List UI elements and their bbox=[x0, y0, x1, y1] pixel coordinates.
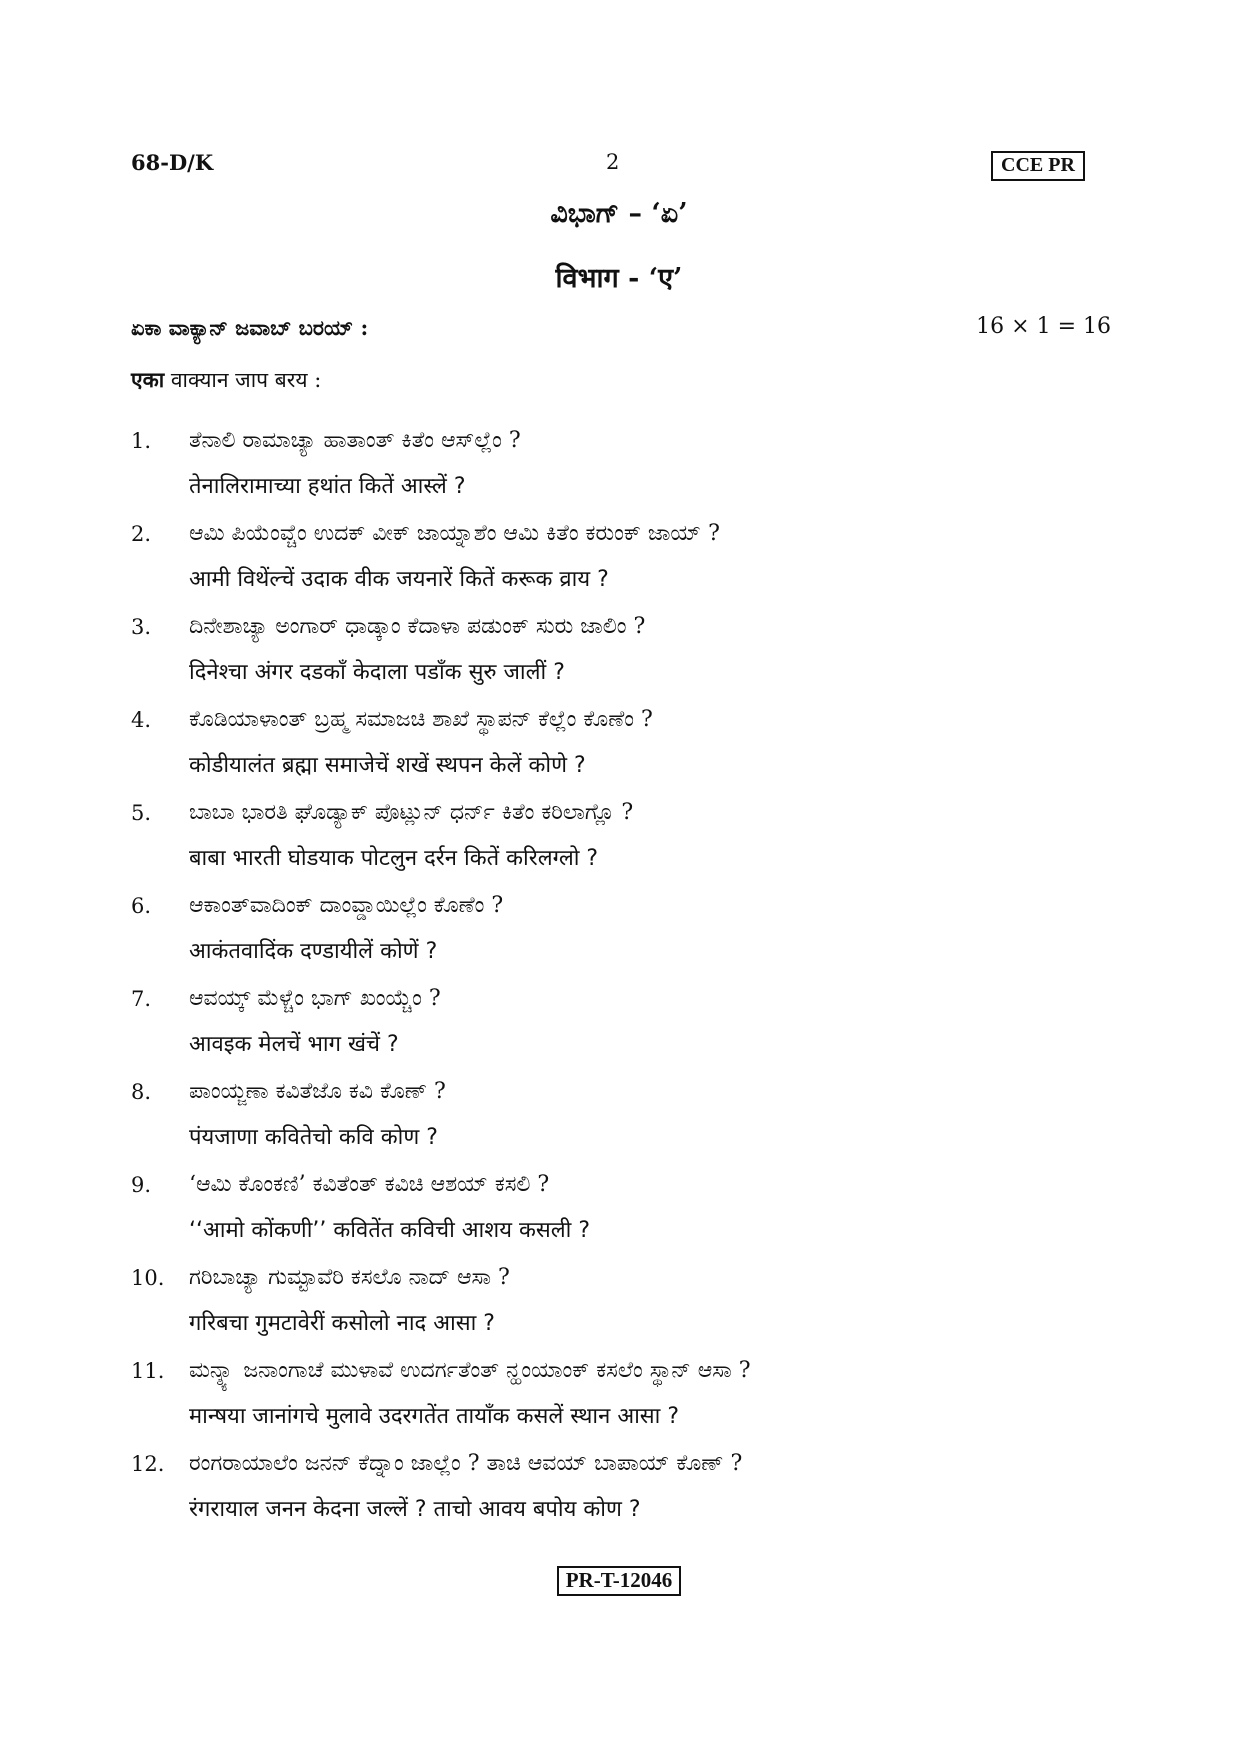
question-text-kannada: ಮನ್ಶ್ಯಾ ಜನಾಂಗಾಚೆ ಮುಳಾವೆ ಉದರ್ಗತೆಂತ್ ನ್ಹಂಯಾಂಕ್ ಕಸಲೆಂ ಸ್ಥಾನ್ ಆಸಾ ? bbox=[189, 1358, 751, 1383]
question-number: 2. bbox=[131, 522, 152, 546]
section-title-devanagari: विभाग - ‘ए’ bbox=[555, 263, 683, 294]
question-text-kannada: ಆಕಾಂತ್‌ವಾದಿಂಕ್ ದಾಂವ್ಡಾಯಿಲ್ಲೆಂ ಕೊಣೆಂ ? bbox=[189, 893, 504, 918]
question-number: 1. bbox=[131, 429, 152, 453]
question-text-devanagari: गरिबचा गुमटावेरीं कसोलो नाद आसा ? bbox=[189, 1311, 495, 1336]
page-number: 2 bbox=[606, 150, 620, 174]
footer-code-wrapper bbox=[0, 1566, 1238, 1596]
question-number: 9. bbox=[131, 1173, 152, 1197]
question-number: 3. bbox=[131, 615, 152, 639]
question-item bbox=[131, 1255, 1121, 1348]
instruction-devanagari-rest: वाक्यान जाप बरय : bbox=[164, 368, 322, 392]
question-text-kannada: ಆವಯ್ಕ್ ಮೆಳ್ಚೆಂ ಭಾಗ್ ಖಂಯ್ಚೆಂ ? bbox=[189, 986, 441, 1011]
question-item bbox=[131, 1348, 1121, 1441]
question-text-devanagari: आवइक मेलचें भाग खंचें ? bbox=[189, 1032, 399, 1057]
question-item bbox=[131, 511, 1121, 604]
marks-allocation: 16 × 1 = 16 bbox=[976, 314, 1111, 339]
question-text-devanagari: रंगरायाल जनन केदना जल्लें ? ताचो आवय बपोय कोण ? bbox=[189, 1497, 641, 1522]
question-text-devanagari: कोडीयालंत ब्रह्मा समाजेचें शखें स्थपन केलें कोणे ? bbox=[189, 753, 586, 778]
question-number: 10. bbox=[131, 1266, 165, 1290]
question-item bbox=[131, 790, 1121, 883]
question-text-kannada: ರಂಗರಾಯಾಲೆಂ ಜನನ್ ಕೆದ್ನಾಂ ಜಾಲ್ಲೆಂ ? ತಾಚಿ ಆವಯ್ ಬಾಪಾಯ್ ಕೊಣ್ ? bbox=[189, 1451, 743, 1476]
footer-code: PR-T-12046 bbox=[557, 1566, 682, 1596]
question-text-devanagari: आमी विथेंल्चें उदाक वीक जयनारें कितें करूक व्राय ? bbox=[189, 567, 609, 592]
question-item bbox=[131, 604, 1121, 697]
question-text-devanagari: बाबा भारती घोडयाक पोटलुन दर्रन कितें करिलग्लो ? bbox=[189, 846, 599, 871]
question-item bbox=[131, 1441, 1121, 1534]
question-number: 5. bbox=[131, 801, 152, 825]
question-text-devanagari: तेनालिरामाच्या हथांत कितें आस्लें ? bbox=[189, 474, 466, 499]
question-text-kannada: ಪಾಂಯ್ಜಣಾ ಕವಿತೆಜೊ ಕವಿ ಕೊಣ್ ? bbox=[189, 1079, 446, 1104]
question-number: 7. bbox=[131, 987, 152, 1011]
question-item bbox=[131, 1162, 1121, 1255]
section-title-kannada: ವಿಭಾಗ್ – ‘ಏ’ bbox=[550, 198, 688, 229]
question-text-devanagari: मान्षया जानांगचे मुलावे उदरगतेंत तायाँक कसलें स्थान आसा ? bbox=[189, 1404, 680, 1429]
question-text-kannada: ದಿನೇಶಾಚ್ಯಾ ಅಂಗಾರ್ ಧಾಡ್ಕಾಂ ಕೆದಾಳಾ ಪಡುಂಕ್ ಸುರು ಜಾಲಿಂ ? bbox=[189, 614, 646, 639]
question-text-devanagari: ‘‘आमो कोंकणी’’ कवितेंत कविची आशय कसली ? bbox=[189, 1218, 591, 1243]
cce-pr-badge: CCE PR bbox=[991, 151, 1085, 181]
question-list bbox=[131, 418, 1121, 1534]
paper-code: 68-D/K bbox=[131, 150, 214, 175]
question-text-devanagari: पंयजाणा कवितेचो कवि कोण ? bbox=[189, 1125, 438, 1150]
question-text-kannada: ಗರಿಬಾಚ್ಯಾ ಗುಮ್ಟಾವೆರಿ ಕಸಲೊ ನಾದ್ ಆಸಾ ? bbox=[189, 1265, 510, 1290]
instruction-devanagari bbox=[131, 366, 321, 394]
question-number: 12. bbox=[131, 1452, 165, 1476]
question-number: 6. bbox=[131, 894, 152, 918]
question-number: 11. bbox=[131, 1359, 165, 1383]
question-number: 4. bbox=[131, 708, 152, 732]
question-text-devanagari: दिनेश्चा अंगर दडकाँ केदाला पडाँक सुरु जालीं ? bbox=[189, 660, 565, 685]
question-text-kannada: ಆಮಿ ಪಿಯೆಂವ್ಚೆಂ ಉದಕ್ ವೀಕ್ ಜಾಯ್ನಾಶೆಂ ಆಮಿ ಕಿತೆಂ ಕರುಂಕ್ ಜಾಯ್ ? bbox=[189, 521, 720, 546]
question-text-kannada: ‘ಆಮಿ ಕೊಂಕಣಿ’ ಕವಿತೆಂತ್ ಕವಿಚಿ ಆಶಯ್ ಕಸಲಿ ? bbox=[189, 1172, 550, 1197]
instruction-devanagari-bold: एका bbox=[131, 367, 165, 392]
instruction-kannada: ಏಕಾ ವಾಕ್ಯಾನ್ ಜವಾಬ್ ಬರಯ್ : bbox=[131, 315, 369, 340]
question-item bbox=[131, 883, 1121, 976]
question-item bbox=[131, 976, 1121, 1069]
question-text-kannada: ಕೊಡಿಯಾಳಾಂತ್ ಬ್ರಹ್ಮ ಸಮಾಜಚಿ ಶಾಖೆ ಸ್ಥಾಪನ್ ಕೆಲ್ಲೆಂ ಕೊಣೆಂ ? bbox=[189, 707, 653, 732]
question-text-kannada: ತೆನಾಲಿ ರಾಮಾಚ್ಯಾ ಹಾತಾಂತ್ ಕಿತೆಂ ಆಸ್‌ಲ್ಲೆಂ ? bbox=[189, 428, 521, 453]
question-item bbox=[131, 1069, 1121, 1162]
question-text-devanagari: आकंतवादिंक दण्डायीलें कोणें ? bbox=[189, 939, 438, 964]
question-number: 8. bbox=[131, 1080, 152, 1104]
question-item bbox=[131, 697, 1121, 790]
question-text-kannada: ಬಾಬಾ ಭಾರತಿ ಘೊಡ್ಯಾಕ್ ಪೊಟ್ಲುನ್ ಧರ್ನ್ ಕಿತೆಂ ಕರಿಲಾಗ್ಲೊ ? bbox=[189, 800, 634, 825]
question-item bbox=[131, 418, 1121, 511]
